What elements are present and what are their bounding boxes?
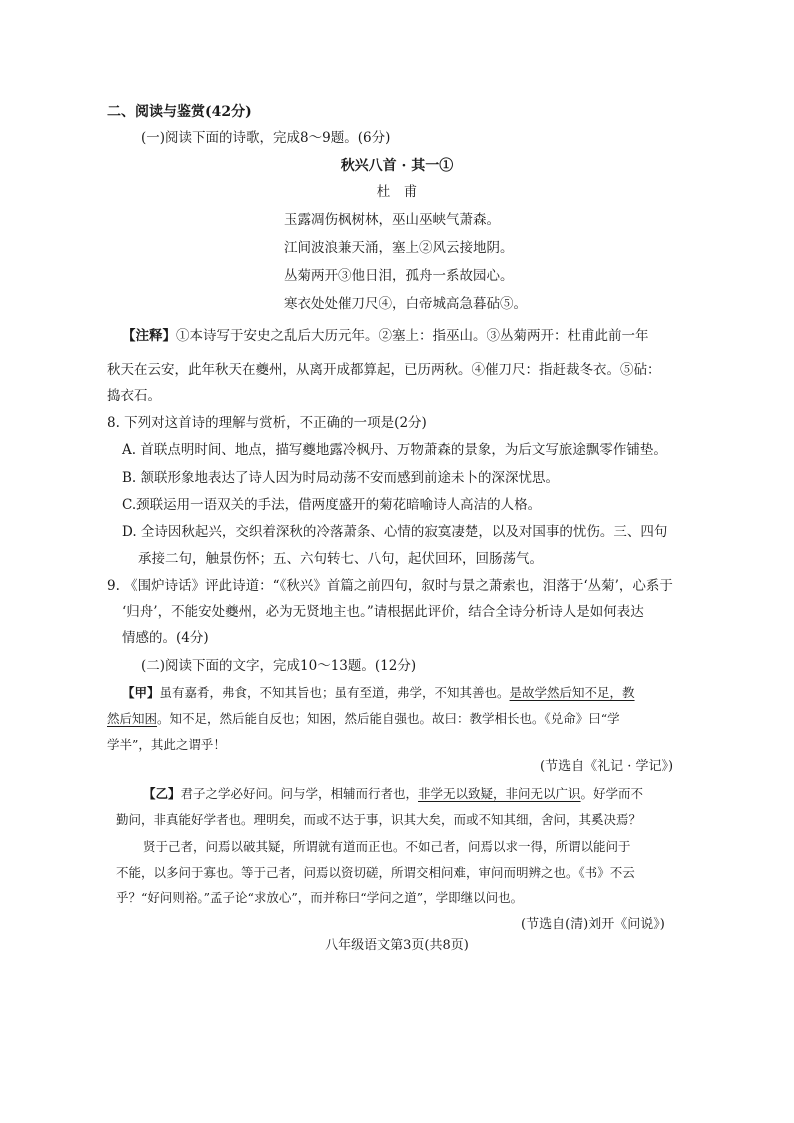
- page-footer: 八年级语文第3页(共8页): [325, 938, 469, 953]
- poem-line-3: 丛菊两开③他日泪，孤舟一系故园心。: [284, 268, 514, 284]
- note-line-1: [122, 327, 649, 345]
- note-line-2: 秋天在云安，此年秋天在夔州，从离开成都算起，已历两秋。④催刀尺：指赶裁冬衣。⑤砧：: [107, 362, 661, 378]
- yi-label: 【乙】: [143, 786, 181, 801]
- q8-option-d-line1: D. 全诗因秋起兴，交织着深秋的冷落萧条、心情的寂寞凄楚，以及对国事的忧伤。三、四句: [122, 524, 668, 540]
- yi-text-1a: 君子之学必好问。问与学，相辅而行者也，: [180, 786, 419, 801]
- jia-underlined-1: 是故学然后知不足，教: [509, 685, 635, 700]
- yi-line-4: 不能，以多问于寡也。等于己者，问焉以资切磋，所谓交相问难，审问而明辨之也。《书》不云: [116, 865, 635, 880]
- jia-line-2: [107, 710, 620, 728]
- section-title: 二、阅读与鉴赏(42分): [107, 104, 252, 120]
- jia-underlined-2: 然后知困: [107, 711, 158, 726]
- q8-option-c: C.颈联运用一语双关的手法，借两度盛开的菊花暗喻诗人高洁的人格。: [122, 497, 542, 513]
- q9-line-3: 情感的。(4分): [122, 630, 209, 646]
- yi-line-3: 贤于己者，问焉以破其疑，所谓就有道而正也。不如己者，问焉以求一得，所谓以能问于: [143, 839, 631, 854]
- jia-source: (节选自《礼记 · 学记》): [540, 759, 674, 774]
- poem-line-1: 玉露凋伤枫树林，巫山巫峡气萧森。: [284, 212, 500, 228]
- note-text-1: ①本诗写于安史之乱后大历元年。②塞上：指巫山。③丛菊两开：杜甫此前一年: [176, 328, 649, 344]
- q8-stem: 8. 下列对这首诗的理解与赏析，不正确的一项是(2分): [107, 415, 427, 431]
- yi-line-5: 乎？“好问则裕。”孟子论“求放心”，而并称曰“学问之道”，学即继以问也。: [116, 890, 524, 905]
- poem-title: 秋兴八首 · 其一①: [340, 158, 454, 174]
- note-line-3: 捣衣石。: [107, 388, 161, 404]
- jia-line-3: 学半”，其此之谓乎！: [107, 737, 226, 752]
- jia-line-1: [122, 684, 635, 702]
- q8-option-a: A. 首联点明时间、地点，描写夔地露冷枫丹、万物萧森的景象，为后文写旅途飘零作铺垫。: [122, 442, 667, 458]
- yi-line-2: 勤问，非真能好学者也。理明矣，而或不达于事，识其大矣，而或不知其细，舍问，其奚决焉？: [116, 812, 642, 827]
- q9-line-2: ‘归舟’，不能安处夔州，必为无贤地主也。”请根据此评价，结合全诗分析诗人是如何表达: [122, 604, 644, 620]
- part2-intro: (二)阅读下面的文字，完成10～13题。(12分): [141, 658, 417, 674]
- jia-text-1a: 虽有嘉肴，弗食，不知其旨也；虽有至道，弗学，不知其善也。: [159, 685, 510, 700]
- yi-line-1: [143, 785, 643, 803]
- note-label: 【注释】: [122, 328, 176, 344]
- part1-intro: (一)阅读下面的诗歌，完成8～9题。(6分): [141, 130, 391, 146]
- jia-text-2b: 。知不足，然后能自反也；知困，然后能自强也。故曰：教学相长也。《兑命》曰“学: [157, 711, 620, 726]
- q9-line-1: 9. 《围炉诗话》评此诗道：“《秋兴》首篇之前四句，叙时与景之萧索也，泪落于‘丛菊’，心系于: [107, 578, 673, 594]
- yi-underlined: 非学无以致疑，非问无以广识: [418, 786, 581, 801]
- poem-author: 杜 甫: [376, 184, 418, 200]
- jia-label: 【甲】: [122, 685, 160, 700]
- yi-text-1c: 。好学而不: [580, 786, 644, 801]
- q8-option-b: B. 颔联形象地表达了诗人因为时局动荡不安而感到前途未卜的深深忧思。: [122, 470, 560, 486]
- poem-line-2: 江间波浪兼天涌，塞上②风云接地阴。: [284, 240, 514, 256]
- poem-line-4: 寒衣处处催刀尺④，白帝城高急暮砧⑤。: [284, 296, 527, 312]
- q8-option-d-line2: 承接二句，触景伤怀；五、六句转七、八句，起伏回环，回肠荡气。: [138, 551, 543, 567]
- yi-source: (节选自(清)刘开《问说》): [521, 917, 665, 932]
